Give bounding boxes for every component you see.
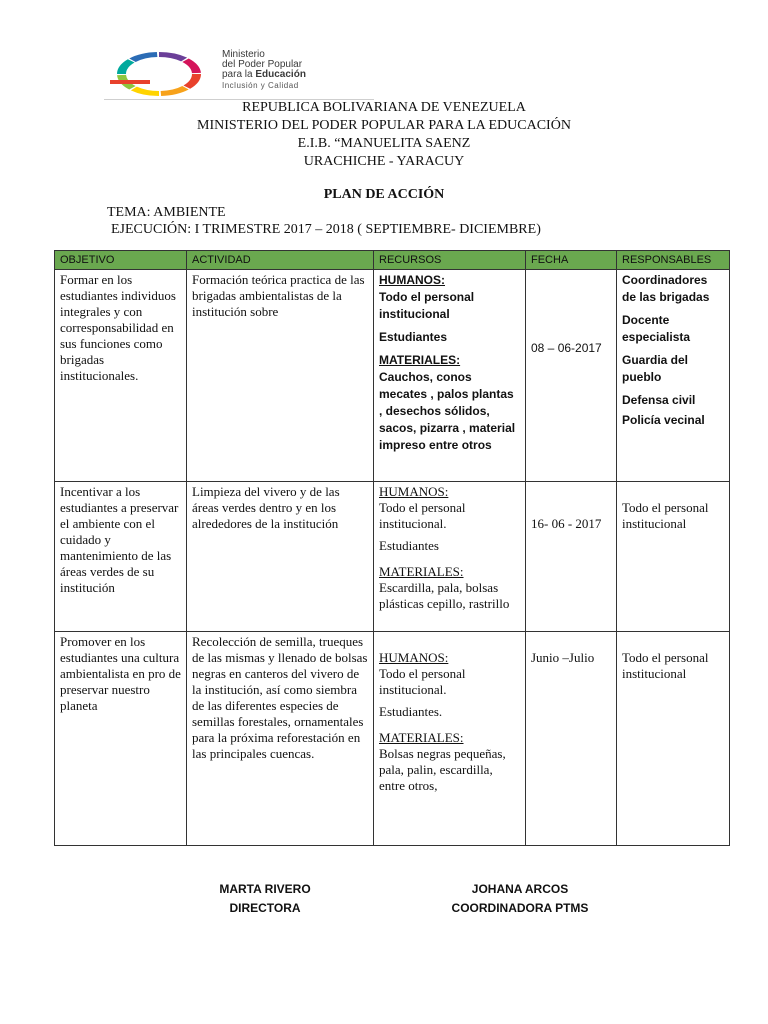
estudiantes-text: Estudiantes.: [379, 704, 443, 719]
cell-actividad: Limpieza del vivero y de las áreas verdes dentro y en los alrededores de la institución: [187, 482, 374, 632]
materiales-label: MATERIALES:: [379, 353, 461, 367]
logo-ring-segment: [117, 59, 135, 74]
estudiantes-text: Estudiantes: [379, 330, 448, 344]
humanos-text: Todo el personal institucional.: [379, 500, 466, 531]
cell-fecha: 08 – 06-2017: [526, 270, 617, 482]
cell-objetivo: Incentivar a los estudiantes a preservar el ambiente con el cuidado y mantenimiento de las áreas verdes de su institución: [55, 482, 187, 632]
ejecucion-line: EJECUCIÓN: I TRIMESTRE 2017 – 2018 ( SEPTIEMBRE- DICIEMBRE): [111, 222, 541, 237]
column-header-objetivo: OBJETIVO: [55, 251, 187, 270]
document-header: [0, 99, 768, 171]
cell-fecha: Junio –Julio: [526, 632, 617, 846]
humanos-label: HUMANOS:: [379, 484, 449, 499]
materiales-text: Bolsas negras pequeñas, pala, palin, escardilla, entre otros,: [379, 746, 506, 793]
responsable-item: Coordinadores de las brigadas: [622, 273, 710, 304]
logo-ring-segment: [161, 86, 189, 96]
ministry-logo-text: [222, 50, 306, 92]
cell-objetivo: Promover en los estudiantes una cultura ambientalista en pro de preservar nuestro planeta: [55, 632, 187, 846]
signature-role: COORDINADORA PTMS: [451, 901, 589, 915]
estudiantes-text: Estudiantes: [379, 538, 439, 553]
responsable-item: Docente especialista: [622, 313, 691, 344]
table-row: [55, 482, 730, 632]
humanos-label: HUMANOS:: [379, 650, 449, 665]
tema-line: TEMA: AMBIENTE: [107, 205, 226, 220]
cell-responsables: Todo el personal institucional: [617, 482, 730, 632]
logo-line-2: del Poder Popular: [222, 59, 303, 70]
materiales-label: MATERIALES:: [379, 564, 464, 579]
signature-role: DIRECTORA: [229, 901, 301, 915]
table-row: [55, 270, 730, 482]
header-line-1: REPUBLICA BOLIVARIANA DE VENEZUELA: [242, 100, 526, 115]
logo-line-1: Ministerio: [222, 49, 265, 60]
ministry-logo: [104, 44, 374, 104]
table-header-row: [55, 251, 730, 270]
header-line-4: URACHICHE - YARACUY: [303, 154, 465, 169]
materiales-label: MATERIALES:: [379, 730, 464, 745]
cell-actividad: Formación teórica practica de las brigadas ambientalistas de la institución sobre: [187, 270, 374, 482]
cell-recursos: [374, 632, 526, 846]
signature-coordinadora: [440, 880, 600, 918]
logo-ring-segment: [159, 52, 187, 61]
plan-title: PLAN DE ACCIÓN: [323, 187, 445, 202]
responsable-item: Defensa civil: [622, 393, 696, 407]
responsable-item: Guardia del pueblo: [622, 353, 689, 384]
responsable-item: Policía vecinal: [622, 413, 705, 427]
logo-line-3: para la Educación: [222, 69, 306, 80]
header-line-3: E.I.B. “MANUELITA SAENZ: [297, 136, 471, 151]
humanos-text: Todo el personal institucional: [379, 290, 475, 321]
column-header-responsables: RESPONSABLES: [617, 251, 730, 270]
ministry-logo-ring-icon: [104, 44, 214, 104]
signature-name: MARTA RIVERO: [219, 882, 311, 896]
signature-name: JOHANA ARCOS: [471, 882, 569, 896]
materiales-text: Cauchos, conos mecates , palos plantas , desechos sólidos, sacos, pizarra , material impreso entre otros: [379, 370, 516, 452]
column-header-recursos: RECURSOS: [374, 251, 526, 270]
table-row: [55, 632, 730, 846]
cell-recursos: [374, 270, 526, 482]
logo-ring-segment: [182, 58, 201, 73]
action-plan-table: [54, 250, 730, 846]
materiales-text: Escardilla, pala, bolsas plásticas cepillo, rastrillo: [379, 580, 510, 611]
cell-fecha: 16- 06 - 2017: [526, 482, 617, 632]
column-header-fecha: FECHA: [526, 251, 617, 270]
logo-line-4: Inclusión y Calidad: [222, 81, 299, 90]
column-header-actividad: ACTIVIDAD: [187, 251, 374, 270]
cell-actividad: Recolección de semilla, trueques de las mismas y llenado de bolsas negras en canteros del vivero de la institución, así como siembra de las diferentes especies de semillas forestales, ornamentales para la próxima reforestación en las principales cuencas.: [187, 632, 374, 846]
cell-responsables: [617, 270, 730, 482]
logo-ring-segment: [129, 52, 157, 62]
logo-ring-segment: [131, 87, 159, 96]
logo-ring-segment: [183, 74, 201, 89]
signature-directora: [200, 880, 330, 918]
cell-recursos: [374, 482, 526, 632]
cell-responsables: Todo el personal institucional: [617, 632, 730, 846]
humanos-label: HUMANOS:: [379, 273, 445, 287]
header-line-2: MINISTERIO DEL PODER POPULAR PARA LA EDUCACIÓN: [197, 118, 571, 133]
cell-objetivo: Formar en los estudiantes individuos integrales y con corresponsabilidad en sus funciones como brigadas institucionales.: [55, 270, 187, 482]
humanos-text: Todo el personal institucional.: [379, 666, 466, 697]
